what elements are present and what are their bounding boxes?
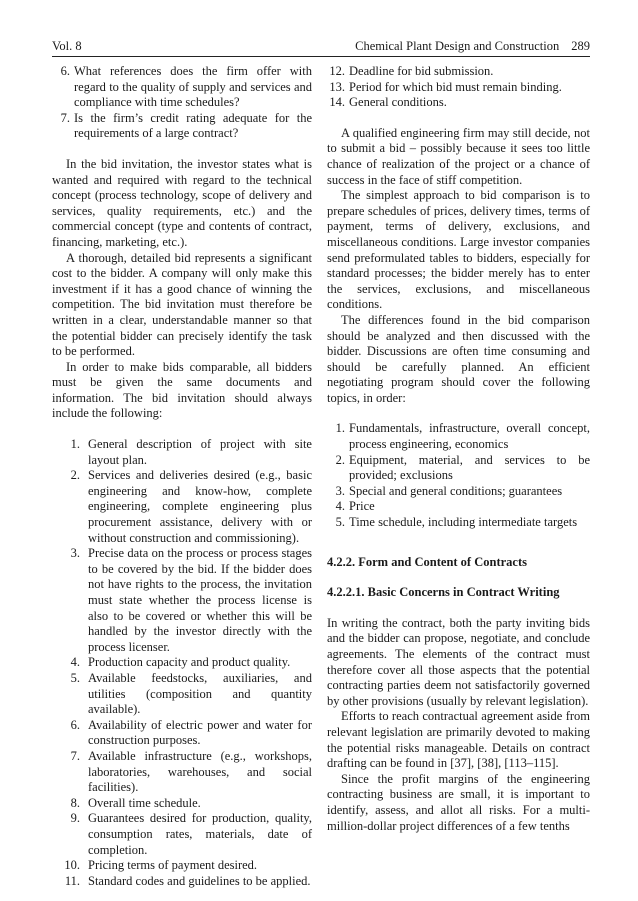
- list-item: 5. Time schedule, including intermediate targets: [335, 515, 578, 530]
- header-rule: [52, 56, 590, 57]
- list-item: 6. What references does the firm offer with regard to the quality of supply and services and compliance with time schedules?: [60, 64, 312, 110]
- header-right: [355, 38, 590, 54]
- right-column: [327, 64, 590, 834]
- negotiation-topics-list: [327, 421, 590, 530]
- list-item: 4. Price: [335, 499, 375, 514]
- list-item: 10. Pricing terms of payment desired.: [64, 858, 258, 873]
- list-item: 1. General description of project with site layout plan.: [70, 437, 312, 467]
- right-top-list: [327, 64, 590, 111]
- paragraph: In writing the contract, both the party inviting bids and the bidder can propose, negotiate, and conclude agreements. The elements of the contract must therefore cover all those aspects that the potential contracting parties deem not satisfactorily governed by other provisions (usually by relevant legislation).: [327, 615, 590, 708]
- page-number: 289: [571, 39, 590, 53]
- list-item: 13. Period for which bid must remain binding.: [329, 79, 562, 94]
- paragraph: A thorough, detailed bid represents a significant cost to the bidder. A company will only make this investment if it has a good chance of winning the competition. The bid invitation must therefore be written in a clear, understandable manner so that the potential bidder can precisely identify the task to be performed.: [52, 250, 312, 359]
- list-item: 11. Standard codes and guidelines to be applied.: [64, 873, 311, 888]
- header-title: Chemical Plant Design and Construction: [355, 39, 560, 53]
- section-heading: 4.2.2. Form and Content of Contracts: [327, 554, 527, 569]
- left-top-list: [52, 64, 312, 142]
- left-column: [52, 64, 312, 889]
- volume-label: Vol. 8: [52, 39, 82, 53]
- list-item: 3. Precise data on the process or process stages to be covered by the bid. If the bidder does not have rights to the process, the invitation must state whether the process license is also to be covered or whether this will be handled by the investor directly with the process licenser.: [70, 546, 312, 654]
- paragraph: The differences found in the bid comparison should be analyzed and then discussed with the bidder. Discussions are often time consuming and should be carefully planned. An efficient negotiating program should cover the following topics, in order:: [327, 312, 590, 405]
- list-item: 5. Available feedstocks, auxiliaries, and utilities (composition and quantity available).: [70, 670, 312, 717]
- list-item: 9. Guarantees desired for production, quality, consumption rates, materials, date of completion.: [70, 811, 312, 857]
- bid-invitation-list: [52, 437, 312, 889]
- list-item: 12. Deadline for bid submission.: [329, 64, 494, 78]
- list-item: 3. Special and general conditions; guarantees: [335, 483, 563, 498]
- list-item: 7. Available infrastructure (e.g., workshops, laboratories, warehouses, and social facilities).: [70, 748, 312, 795]
- paragraph: The simplest approach to bid comparison is to prepare schedules of prices, delivery times, terms of payment, terms of delivery, exclusions, and miscellaneous conditions. Large investor companies send preformulated tables to bidders, especially for standard processes; the bidder merely has to enter the services, exclusions, and miscellaneous conditions.: [327, 188, 590, 312]
- paragraph: A qualified engineering firm may still decide, not to submit a bid – possibly because it sees too little chance of realization of the project or a chance of success in the face of stiff competition.: [327, 125, 590, 187]
- list-item: 7. Is the firm’s credit rating adequate for the requirements of a large contract?: [60, 110, 312, 141]
- running-header: [52, 38, 590, 56]
- list-item: 4. Production capacity and product quality.: [70, 655, 291, 670]
- paragraph: In the bid invitation, the investor states what is wanted and required with regard to the technical concept (process technology, scope of delivery and services, quality requirements, etc.) and the commercial concept (type and contents of contract, financing, marketing, etc.).: [52, 156, 312, 249]
- subsection-heading: 4.2.2.1. Basic Concerns in Contract Writing: [327, 585, 560, 600]
- list-item: 8. Overall time schedule.: [70, 795, 201, 810]
- list-item: 6. Availability of electric power and water for construction purposes.: [70, 717, 312, 748]
- paragraph: Efforts to reach contractual agreement aside from relevant legislation are primarily devoted to making the potential risks manageable. Details on contract drafting can be found in [37], [38], [113–115].: [327, 709, 590, 771]
- paragraph: Since the profit margins of the engineering contracting business are small, it is important to identify, assess, and allot all risks. For a multi-million-dollar project differences of a few tenths: [327, 771, 590, 833]
- list-item: 2. Equipment, material, and services to be provided; exclusions: [335, 452, 590, 483]
- list-item: 1. Fundamentals, infrastructure, overall concept, process engineering, economics: [335, 421, 590, 452]
- paragraph: In order to make bids comparable, all bidders must be given the same documents and information. The bid invitation should always include the following:: [52, 359, 312, 421]
- list-item: 2. Services and deliveries desired (e.g., basic engineering and know-how, complete engineering, complete engineering plus procurement assistance, delivery with or without construction and commissioning).: [70, 468, 312, 545]
- list-item: 14. General conditions.: [329, 95, 447, 110]
